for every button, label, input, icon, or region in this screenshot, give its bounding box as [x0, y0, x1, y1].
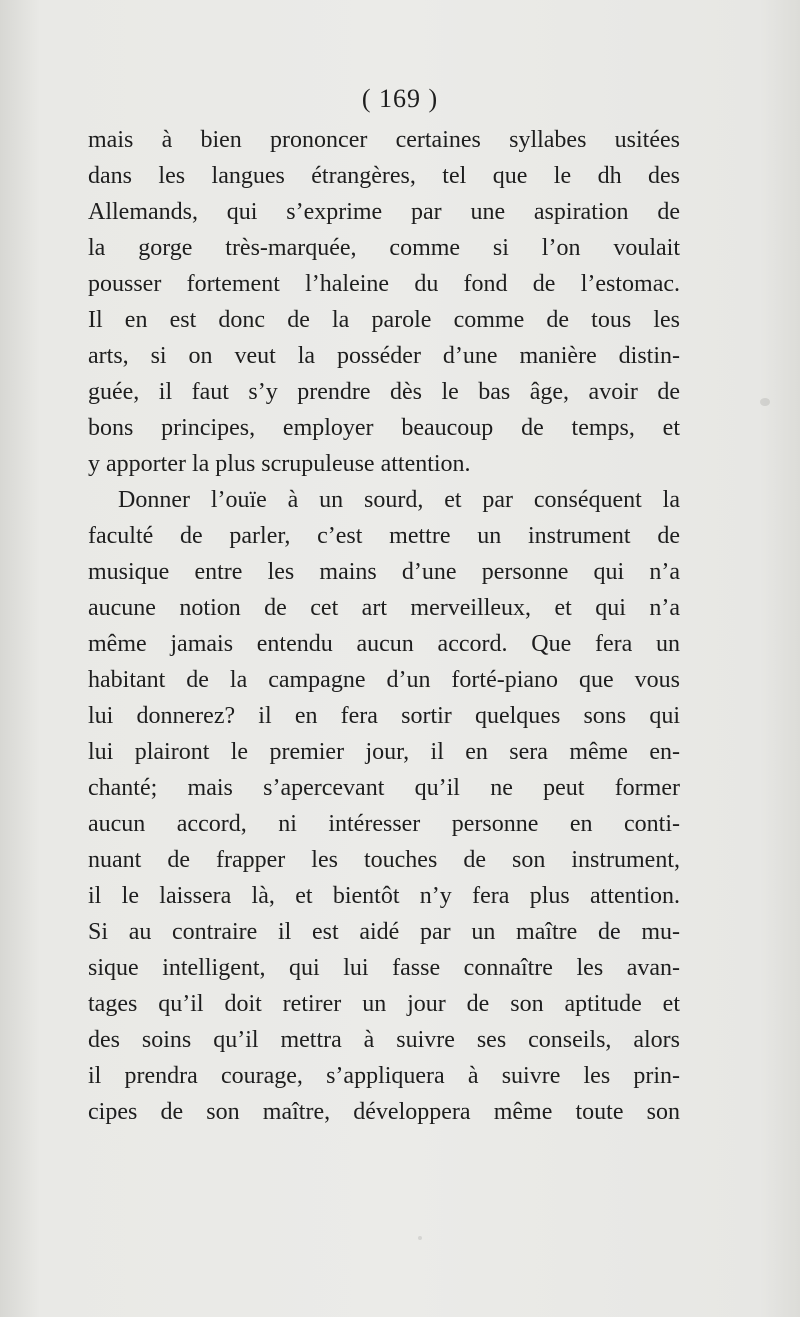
paper-spot [760, 398, 770, 406]
text-line: Si au contraire il est aidé par un maître de mu- [88, 919, 680, 945]
text-line: tages qu’il doit retirer un jour de son aptitude et [88, 991, 680, 1017]
text-line: faculté de parler, c’est mettre un instrument de [88, 523, 680, 549]
text-line: aucun accord, ni intéresser personne en conti- [88, 811, 680, 837]
text-line: cipes de son maître, développera même toute son [88, 1099, 680, 1125]
text-line: pousser fortement l’haleine du fond de l’estomac. [88, 271, 680, 297]
text-line: lui donnerez? il en fera sortir quelques sons qui [88, 703, 680, 729]
text-line: il prendra courage, s’appliquera à suivre les prin- [88, 1063, 680, 1089]
text-line: habitant de la campagne d’un forté-piano que vous [88, 667, 680, 693]
text-line: des soins qu’il mettra à suivre ses conseils, alors [88, 1027, 680, 1053]
text-line: sique intelligent, qui lui fasse connaître les avan- [88, 955, 680, 981]
paragraph [88, 482, 680, 1130]
text-line: aucune notion de cet art merveilleux, et qui n’a [88, 595, 680, 621]
text-line: arts, si on veut la posséder d’une manière distin- [88, 343, 680, 369]
text-line: la gorge très-marquée, comme si l’on voulait [88, 235, 680, 261]
text-line: chanté; mais s’apercevant qu’il ne peut former [88, 775, 680, 801]
body-text [88, 122, 680, 1130]
text-line: bons principes, employer beaucoup de temps, et [88, 415, 680, 441]
text-line: dans les langues étrangères, tel que le dh des [88, 163, 680, 189]
page-number: ( 169 ) [361, 84, 439, 113]
text-line: il le laissera là, et bientôt n’y fera plus attention. [88, 883, 680, 909]
text-line: lui plairont le premier jour, il en sera même en- [88, 739, 680, 765]
text-line: musique entre les mains d’une personne qui n’a [88, 559, 680, 585]
text-line: guée, il faut s’y prendre dès le bas âge, avoir de [88, 379, 680, 405]
paper-spot [418, 1236, 422, 1240]
paragraph [88, 122, 680, 482]
text-line: nuant de frapper les touches de son instrument, [88, 847, 680, 873]
text-line: Il en est donc de la parole comme de tous les [88, 307, 680, 333]
text-line: y apporter la plus scrupuleuse attention. [88, 451, 471, 477]
text-line: mais à bien prononcer certaines syllabes usitées [88, 127, 680, 153]
text-line: même jamais entendu aucun accord. Que fera un [88, 631, 680, 657]
text-line: Donner l’ouïe à un sourd, et par conséquent la [118, 487, 680, 513]
text-line: Allemands, qui s’exprime par une aspiration de [88, 199, 680, 225]
